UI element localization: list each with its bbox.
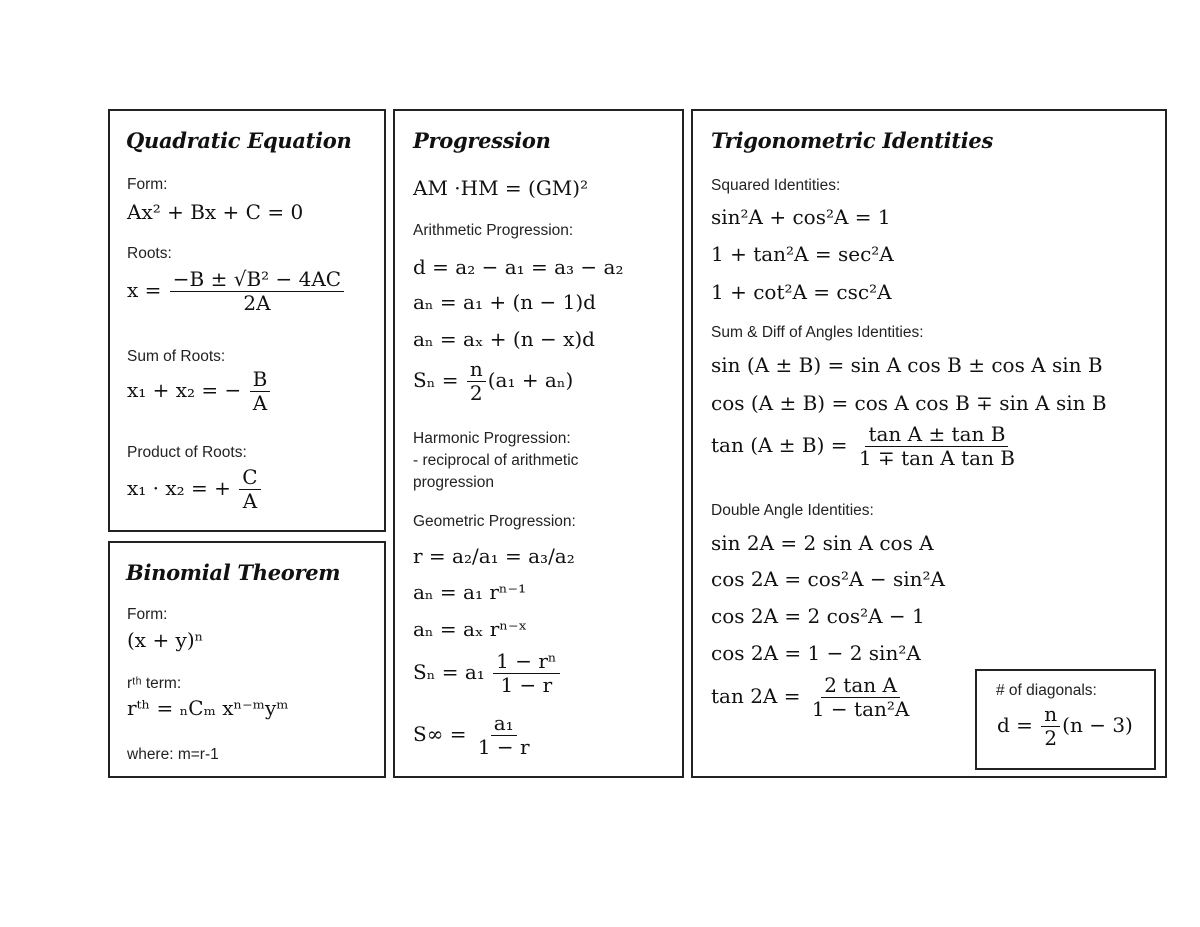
- diag-numerator: n: [1041, 703, 1060, 727]
- binomial-form-label: Form:: [127, 606, 168, 623]
- geometric-sum-equation: [413, 650, 562, 697]
- da-tan-lhs: tan 2A =: [711, 684, 801, 708]
- rth-term-label: rᵗʰ term:: [127, 675, 182, 692]
- sum-fraction: [250, 368, 271, 415]
- squared-eq-1: sin²A + cos²A = 1: [711, 205, 891, 229]
- rth-term-equation: rᵗʰ = ₙCₘ xⁿ⁻ᵐyᵐ: [127, 696, 289, 720]
- product-denominator: A: [242, 489, 258, 513]
- double-angle-eq-4: cos 2A = 1 − 2 sin²A: [711, 641, 921, 665]
- geo-sum-denominator: 1 − r: [500, 673, 553, 697]
- sd-tan-lhs: tan (A ± B) =: [711, 433, 848, 457]
- diag-denominator: 2: [1044, 726, 1058, 750]
- da-tan-numerator: 2 tan A: [821, 674, 900, 698]
- harmonic-note-1: - reciprocal of arithmetic: [413, 452, 579, 469]
- product-of-roots-equation: [127, 466, 263, 513]
- squared-identities-label: Squared Identities:: [711, 177, 841, 194]
- harmonic-note-2: progression: [413, 474, 494, 491]
- geometric-infinite-sum-equation: [413, 712, 535, 759]
- arithmetic-eq-2: aₙ = a₁ + (n − 1)d: [413, 290, 596, 314]
- da-tan-denominator: 1 − tan²A: [811, 697, 910, 721]
- sum-diff-eq-2: cos (A ± B) = cos A cos B ∓ sin A sin B: [711, 391, 1107, 415]
- arith-sum-numerator: n: [467, 358, 486, 382]
- geo-inf-lhs: S∞ =: [413, 722, 467, 746]
- geo-inf-numerator: a₁: [491, 712, 517, 736]
- roots-denominator: 2A: [243, 291, 271, 315]
- diagonals-equation: [997, 703, 1133, 750]
- quadratic-form-equation: Ax² + Bx + C = 0: [127, 200, 304, 224]
- binomial-title: Binomial Theorem: [126, 560, 341, 585]
- double-angle-eq-2: cos 2A = cos²A − sin²A: [711, 567, 945, 591]
- roots-numerator: −B ± √B² − 4AC: [170, 268, 344, 292]
- arithmetic-sum-equation: [413, 358, 573, 405]
- arithmetic-eq-3: aₙ = aₓ + (n − x)d: [413, 327, 595, 351]
- double-angle-eq-3: cos 2A = 2 cos²A − 1: [711, 604, 925, 628]
- squared-eq-3: 1 + cot²A = csc²A: [711, 280, 892, 304]
- product-numerator: C: [239, 466, 260, 490]
- quadratic-roots-label: Roots:: [127, 245, 172, 262]
- sum-of-roots-equation: [127, 368, 272, 415]
- squared-eq-2: 1 + tan²A = sec²A: [711, 242, 894, 266]
- quadratic-form-label: Form:: [127, 176, 168, 193]
- sd-tan-denominator: 1 ∓ tan A tan B: [858, 446, 1015, 470]
- sd-tan-numerator: tan A ± tan B: [865, 423, 1008, 447]
- arith-sum-denominator: 2: [469, 381, 483, 405]
- sum-denominator: A: [252, 391, 268, 415]
- arith-sum-fraction: [467, 358, 486, 405]
- arith-sum-rhs: (a₁ + aₙ): [487, 368, 574, 392]
- geometric-eq-3: aₙ = aₓ rⁿ⁻ˣ: [413, 617, 528, 641]
- arithmetic-progression-label: Arithmetic Progression:: [413, 222, 574, 239]
- product-lhs: x₁ · x₂ = +: [127, 476, 231, 500]
- quadratic-title: Quadratic Equation: [126, 128, 352, 153]
- geometric-progression-label: Geometric Progression:: [413, 513, 576, 530]
- where-note: where: m=r-1: [127, 746, 219, 763]
- sum-diff-tan-equation: [711, 423, 1020, 470]
- diagonals-label: # of diagonals:: [996, 682, 1097, 699]
- progression-title: Progression: [413, 128, 551, 153]
- roots-lhs: x =: [127, 278, 162, 302]
- diag-rhs: (n − 3): [1062, 713, 1133, 737]
- sum-diff-eq-1: sin (A ± B) = sin A cos B ± cos A sin B: [711, 353, 1103, 377]
- am-hm-gm-equation: AM ·HM = (GM)²: [413, 176, 589, 200]
- geo-sum-numerator: 1 − rⁿ: [493, 650, 559, 674]
- arith-sum-lhs: Sₙ =: [413, 368, 459, 392]
- geometric-eq-2: aₙ = a₁ rⁿ⁻¹: [413, 580, 527, 604]
- double-angle-identities-label: Double Angle Identities:: [711, 502, 874, 519]
- roots-fraction: [170, 268, 344, 315]
- diag-fraction: [1041, 703, 1060, 750]
- geometric-eq-1: r = a₂/a₁ = a₃/a₂: [413, 544, 575, 568]
- geo-inf-fraction: [475, 712, 533, 759]
- double-angle-eq-1: sin 2A = 2 sin A cos A: [711, 531, 934, 555]
- sum-lhs: x₁ + x₂ = −: [127, 378, 242, 402]
- product-of-roots-label: Product of Roots:: [127, 444, 247, 461]
- double-angle-tan-equation: [711, 674, 914, 721]
- diag-lhs: d =: [997, 713, 1033, 737]
- sum-diff-identities-label: Sum & Diff of Angles Identities:: [711, 324, 924, 341]
- geo-sum-lhs: Sₙ = a₁: [413, 660, 485, 684]
- geo-inf-denominator: 1 − r: [477, 735, 530, 759]
- quadratic-roots-equation: [127, 268, 346, 315]
- sum-numerator: B: [250, 368, 271, 392]
- harmonic-progression-label: Harmonic Progression:: [413, 430, 571, 447]
- product-fraction: [239, 466, 260, 513]
- sd-tan-fraction: [856, 423, 1018, 470]
- binomial-form-equation: (x + y)ⁿ: [127, 628, 204, 652]
- sum-of-roots-label: Sum of Roots:: [127, 348, 226, 365]
- trig-title: Trigonometric Identities: [711, 128, 994, 153]
- geo-sum-fraction: [493, 650, 559, 697]
- arithmetic-eq-1: d = a₂ − a₁ = a₃ − a₂: [413, 255, 624, 279]
- da-tan-fraction: [809, 674, 913, 721]
